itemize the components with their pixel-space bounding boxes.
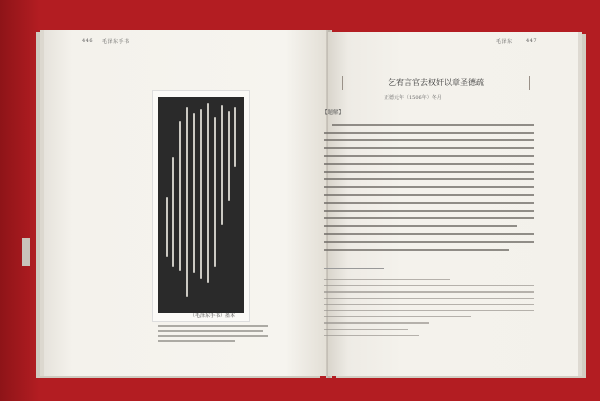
section-heading: 【题解】 bbox=[322, 110, 345, 116]
left-page-number: 446 bbox=[82, 38, 94, 44]
left-note-block bbox=[158, 322, 268, 345]
footnotes-block bbox=[324, 274, 534, 341]
calligraphy-rubbing-image bbox=[158, 97, 244, 313]
body-text-block bbox=[324, 118, 534, 256]
essay-date: 正德元年（1506年）冬月 bbox=[384, 95, 442, 101]
right-running-head: 毛泽东 bbox=[496, 39, 513, 45]
footnote-rule bbox=[324, 268, 384, 269]
calligraphy-figure bbox=[152, 90, 250, 322]
essay-title: 乞宥言官去权奸以章圣德疏 bbox=[342, 76, 530, 90]
right-page-number: 447 bbox=[526, 38, 538, 44]
open-book bbox=[30, 28, 580, 373]
left-running-head: 毛泽东手书 bbox=[102, 39, 130, 45]
bookmark-tab bbox=[22, 238, 30, 266]
figure-caption: （毛泽东手书）墨本 bbox=[190, 313, 236, 319]
